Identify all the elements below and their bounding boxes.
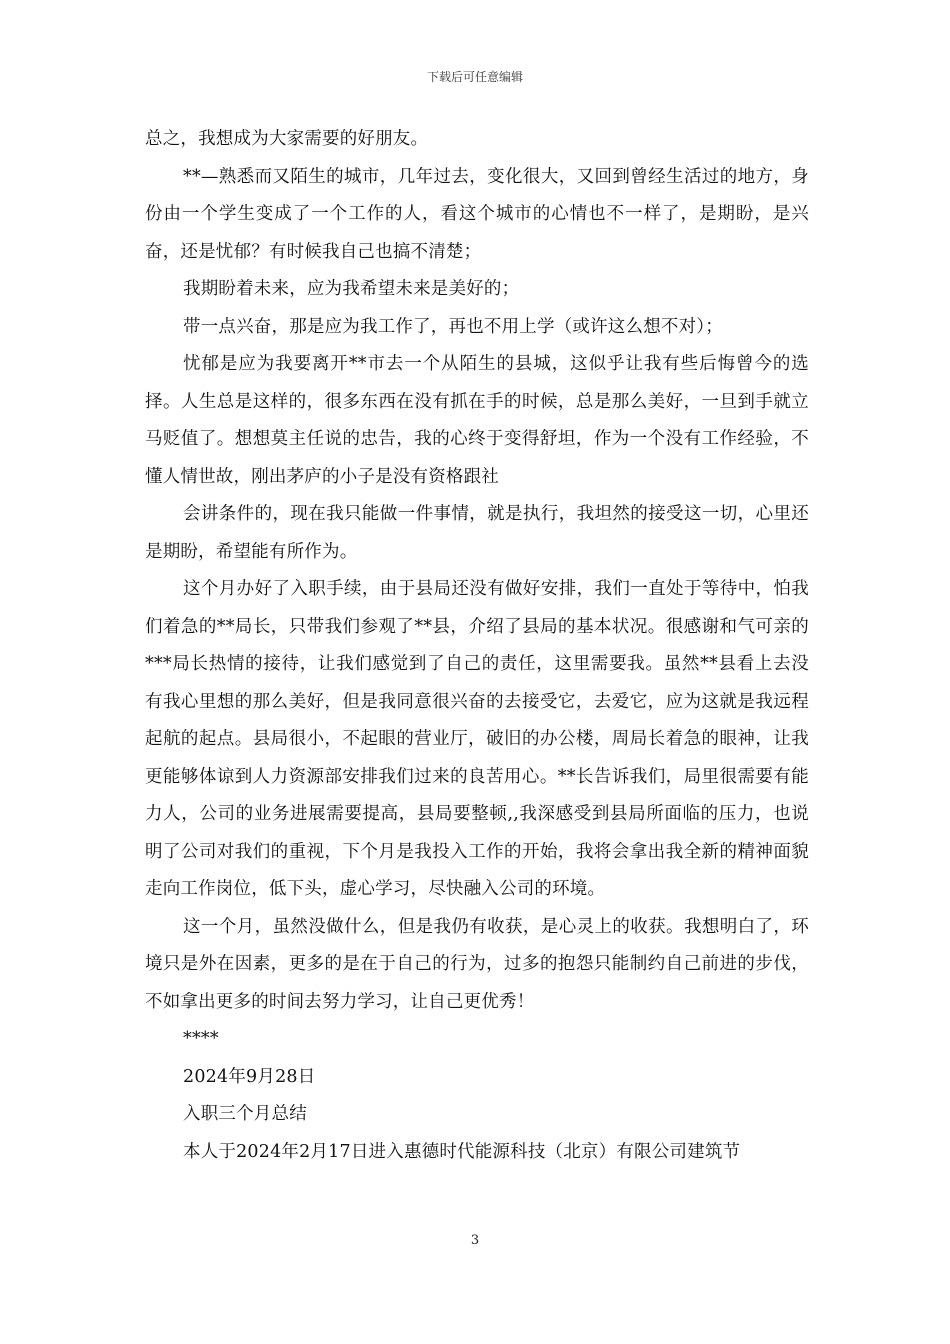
paragraph: 这一个月，虽然没做什么，但是我仍有收获，是心灵上的收获。我想明白了，环境只是外在因素，更多的是在于自己的行为，过多的抱怨只能制约自己前进的步伐，不如拿出更多的时间去努力学习，让自己更优秀！	[145, 916, 809, 1012]
document-body	[145, 121, 809, 1171]
signature-date: 2024年9月28日	[183, 1066, 316, 1087]
paragraph: 会讲条件的，现在我只能做一件事情，就是执行，我坦然的接受这一切，心里还是期盼，希望能有所作为。	[145, 504, 809, 562]
paragraph: 本人于2024年2月17日进入惠德时代能源科技（北京）有限公司建筑节	[183, 1141, 741, 1162]
paragraph: 忧郁是应为我要离开**市去一个从陌生的县城，这似乎让我有些后悔曾今的选择。人生总是这样的，很多东西在没有抓在手的时候，总是那么美好，一旦到手就立马贬值了。想想莫主任说的忠告，我的心终于变得舒坦，作为一个没有工作经验，不懂人情世故，刚出茅庐的小子是没有资格跟社	[145, 354, 809, 487]
paragraph: 这个月办好了入职手续，由于县局还没有做好安排，我们一直处于等待中，怕我们着急的**局长，只带我们参观了**县，介绍了县局的基本状况。很感谢和气可亲的***局长热情的接待，让我们感觉到了自己的责任，这里需要我。虽然**县看上去没有我心里想的那么美好，但是我同意很兴奋的去接受它，去爱它，应为这就是我远程起航的起点。县局很小，不起眼的营业厅，破旧的办公楼，周局长着急的眼神，让我更能够体谅到人力资源部安排我们过来的良苦用心。**长告诉我们，局里很需要有能力人，公司的业务进展需要提高，县局要整顿,,我深感受到县局所面临的压力，也说明了公司对我们的重视，下个月是我投入工作的开始，我将会拿出我全新的精神面貌走向工作岗位，低下头，虚心学习，尽快融入公司的环境。	[145, 579, 809, 899]
paragraph: 我期盼着未来，应为我希望未来是美好的；	[183, 279, 520, 299]
signature-name: ****	[183, 1029, 219, 1049]
paragraph: **—熟悉而又陌生的城市，几年过去，变化很大，又回到曾经生活过的地方，身份由一个学生变成了一个工作的人，看这个城市的心情也不一样了，是期盼，是兴奋，还是忧郁？有时候我自己也搞不清楚；	[145, 166, 809, 262]
page-number: 3	[470, 1233, 480, 1248]
section-title: 入职三个月总结	[183, 1104, 307, 1124]
page-header-note: 下载后可任意编辑	[426, 70, 523, 84]
paragraph: 带一点兴奋，那是应为我工作了，再也不用上学（或许这么想不对）；	[183, 316, 723, 337]
paragraph: 总之，我想成为大家需要的好朋友。	[145, 129, 429, 149]
